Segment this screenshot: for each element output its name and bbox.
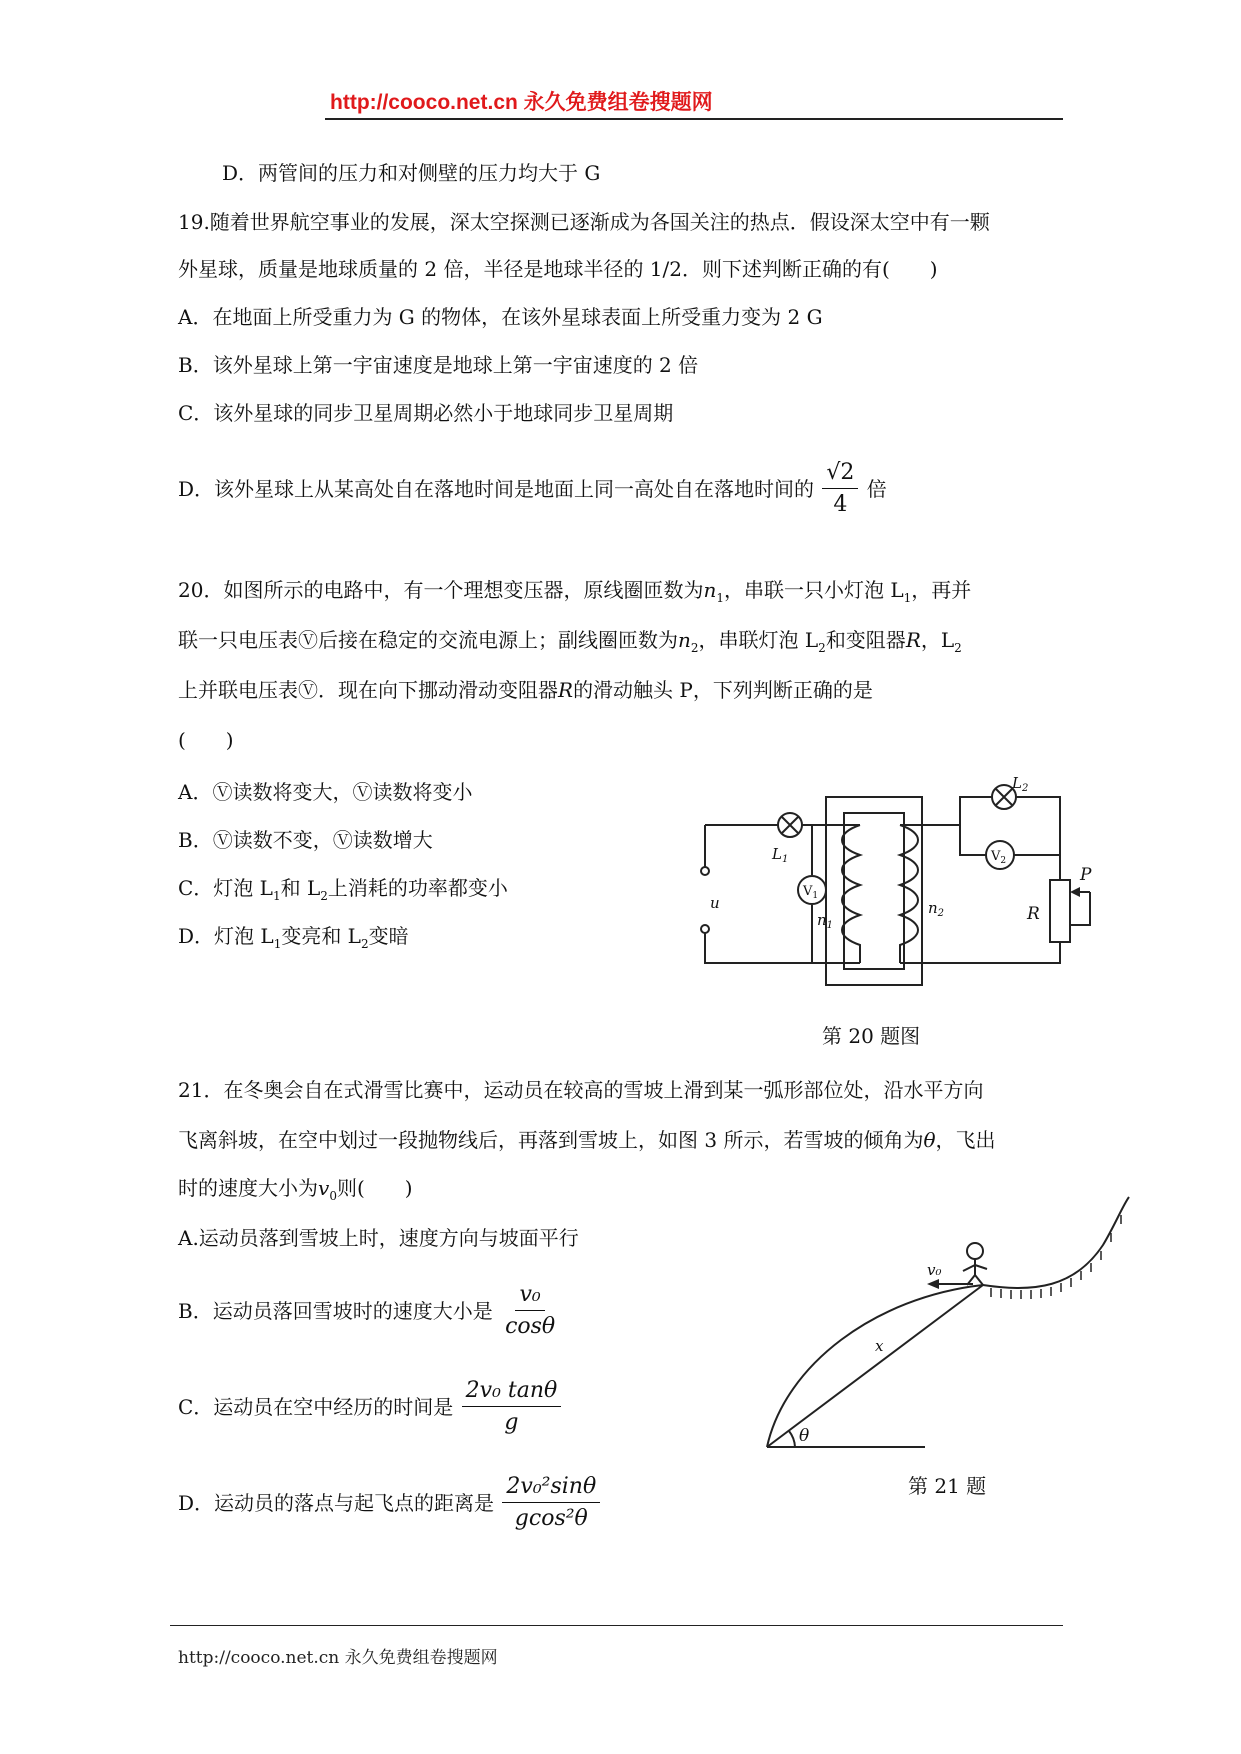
q18-option-d: D．两管间的压力和对侧壁的压力均大于 G bbox=[222, 161, 601, 185]
terminal-top bbox=[701, 867, 709, 875]
angle-arc bbox=[789, 1431, 795, 1447]
fraction-numerator: v₀ bbox=[515, 1282, 544, 1311]
subscript: 2 bbox=[818, 641, 826, 655]
label-x: x bbox=[875, 1337, 884, 1355]
slope-surface bbox=[983, 1197, 1129, 1288]
q20-bracket: ( ) bbox=[178, 728, 234, 752]
voltmeter-v1-icon: Ⓥ bbox=[212, 780, 233, 804]
q21-figure-caption: 第 21 题 bbox=[908, 1474, 987, 1498]
text: ．现在向下挪动滑动变阻器 bbox=[318, 678, 558, 702]
secondary-wire-bottom bbox=[900, 942, 1060, 963]
footer-link[interactable]: http://cooco.net.cn 永久免费组卷搜题网 bbox=[178, 1648, 498, 1668]
subscript: 2 bbox=[690, 641, 699, 655]
secondary-coil bbox=[900, 825, 918, 963]
text: 后接在稳定的交流电源上；副线圈匝数为 bbox=[318, 628, 678, 652]
rheostat-r bbox=[1050, 880, 1070, 942]
text: 读数将变大， bbox=[232, 780, 353, 804]
terminal-bottom bbox=[701, 925, 709, 933]
q21-option-b-fraction bbox=[501, 1282, 559, 1340]
subscript: 1 bbox=[272, 889, 281, 903]
q21-option-a: A.运动员落到雪坡上时，速度方向与坡面平行 bbox=[178, 1226, 579, 1250]
header-link[interactable]: http://cooco.net.cn 永久免费组卷搜题网 bbox=[330, 91, 713, 114]
voltmeter-v2-icon: Ⓥ bbox=[332, 828, 353, 852]
q21-option-d bbox=[178, 1474, 602, 1532]
text: 和变阻器 bbox=[825, 628, 906, 652]
text: D．运动员的落点与起飞点的距离是 bbox=[178, 1490, 495, 1515]
voltmeter-v2-icon: Ⓥ bbox=[298, 678, 318, 702]
symbol-r: R bbox=[905, 628, 921, 652]
fraction-numerator: √2 bbox=[822, 460, 858, 489]
q21-stem-line1: 21．在冬奥会自在式滑雪比赛中，运动员在较高的雪坡上滑到某一弧形部位处，沿水平方向 bbox=[178, 1078, 984, 1102]
q19-option-b: B．该外星球上第一宇宙速度是地球上第一宇宙速度的 2 倍 bbox=[178, 353, 699, 377]
text: ，串联灯泡 L bbox=[698, 628, 819, 652]
subscript: 1 bbox=[273, 937, 282, 951]
primary-wire-left-bottom bbox=[705, 933, 860, 963]
voltmeter-v2-icon: Ⓥ bbox=[352, 780, 373, 804]
fraction-denominator: 4 bbox=[833, 492, 848, 518]
fraction-denominator: g bbox=[504, 1410, 519, 1436]
subscript: 2 bbox=[360, 937, 369, 951]
label-v0: v₀ bbox=[927, 1261, 942, 1279]
text: 上并联电压表 bbox=[178, 678, 298, 702]
text: 联一只电压表 bbox=[178, 628, 298, 652]
q21-ski-slope-diagram bbox=[755, 1175, 1135, 1465]
text: B．运动员落回雪坡时的速度大小是 bbox=[178, 1298, 493, 1323]
q21-stem-line3 bbox=[178, 1178, 413, 1202]
q20-figure-caption: 第 20 题图 bbox=[822, 1024, 921, 1048]
label-l1: $L_1$ bbox=[772, 845, 789, 865]
text: C．运动员在空中经历的时间是 bbox=[178, 1394, 454, 1419]
q20-option-b bbox=[178, 830, 433, 850]
q19-option-d-suffix: 倍 bbox=[866, 476, 887, 501]
transformer-core-inner bbox=[844, 813, 904, 969]
symbol-r: R bbox=[558, 678, 574, 702]
label-r: R bbox=[1027, 904, 1040, 924]
skier-figure-icon bbox=[963, 1243, 987, 1285]
q21-stem-line2 bbox=[178, 1130, 996, 1150]
header-rule bbox=[325, 118, 1063, 120]
fraction-numerator: 2v₀²sinθ bbox=[502, 1474, 600, 1503]
secondary-wire-top bbox=[900, 797, 992, 825]
text: 读数将变小 bbox=[372, 780, 473, 804]
incline-line bbox=[767, 1285, 983, 1447]
subscript: 1 bbox=[903, 591, 912, 605]
text: ，飞出 bbox=[935, 1128, 996, 1152]
text: 的滑动触头 P，下列判断正确的是 bbox=[573, 678, 873, 702]
q19-option-d-prefix: D．该外星球上从某高处自在落地时间是地面上同一高处自在落地时间的 bbox=[178, 476, 815, 501]
symbol-n2: n bbox=[678, 628, 691, 652]
text: ，L bbox=[920, 628, 955, 652]
footer-rule bbox=[170, 1625, 1063, 1626]
text: ，再并 bbox=[911, 578, 972, 602]
q20-option-c bbox=[178, 878, 508, 902]
subscript: 2 bbox=[320, 889, 328, 903]
text: ，串联一只小灯泡 L bbox=[723, 578, 904, 602]
q21-option-c-fraction bbox=[462, 1378, 562, 1436]
label-l2: $L_2$ bbox=[1012, 775, 1029, 794]
label-n2: $n_2$ bbox=[928, 899, 945, 919]
voltmeter-v1-icon: Ⓥ bbox=[298, 628, 318, 652]
q19-option-d bbox=[178, 460, 887, 518]
q20-circuit-diagram bbox=[690, 775, 1110, 1000]
text: 时的速度大小为 bbox=[178, 1176, 318, 1200]
label-v1: $V_1$ bbox=[803, 884, 819, 901]
voltmeter-v1-icon: Ⓥ bbox=[212, 828, 233, 852]
q21-option-d-fraction bbox=[502, 1474, 600, 1532]
v2-branch bbox=[960, 825, 1060, 855]
q20-stem-line2 bbox=[178, 630, 962, 654]
q20-option-a bbox=[178, 782, 472, 802]
text: 和 L bbox=[280, 876, 321, 900]
q19-option-c: C．该外星球的同步卫星周期必然小于地球同步卫星周期 bbox=[178, 401, 674, 425]
label-theta: θ bbox=[799, 1426, 810, 1446]
subscript: 0 bbox=[329, 1189, 337, 1203]
text: 读数增大 bbox=[352, 828, 433, 852]
subscript: 1 bbox=[716, 591, 724, 605]
fraction-denominator: cosθ bbox=[505, 1314, 556, 1340]
subscript: 2 bbox=[954, 641, 962, 655]
fraction-numerator: 2v₀ tanθ bbox=[462, 1378, 562, 1407]
text: 飞离斜坡，在空中划过一段抛物线后，再落到雪坡上，如图 3 所示，若雪坡的倾角为 bbox=[178, 1128, 924, 1152]
text: D．灯泡 L bbox=[178, 924, 274, 948]
q21-option-c bbox=[178, 1378, 563, 1436]
text: 则( ) bbox=[336, 1176, 413, 1200]
text: C．灯泡 L bbox=[178, 876, 273, 900]
q19-option-a: A．在地面上所受重力为 G 的物体，在该外星球表面上所受重力变为 2 G bbox=[178, 305, 823, 329]
q20-option-d bbox=[178, 926, 409, 950]
q20-stem-line3 bbox=[178, 680, 873, 700]
symbol-theta: θ bbox=[923, 1128, 936, 1152]
text: 20．如图所示的电路中，有一个理想变压器，原线圈匝数为 bbox=[178, 578, 704, 602]
label-p: P bbox=[1080, 865, 1092, 885]
text: A． bbox=[178, 780, 213, 804]
label-n1: $n_1$ bbox=[817, 911, 834, 931]
q19-option-d-fraction bbox=[822, 460, 858, 518]
fraction-denominator: gcos²θ bbox=[514, 1506, 588, 1532]
q21-option-b bbox=[178, 1282, 561, 1340]
text: 上消耗的功率都变小 bbox=[327, 876, 508, 900]
q20-stem-line1 bbox=[178, 580, 971, 604]
q19-stem-line2: 外星球，质量是地球质量的 2 倍，半径是地球半径的 1/2．则下述判断正确的有( ) bbox=[178, 257, 938, 281]
label-v2: $V_2$ bbox=[991, 849, 1007, 866]
secondary-wire-l2-right bbox=[1016, 797, 1060, 880]
q19-stem-line1: 19.随着世界航空事业的发展，深太空探测已逐渐成为各国关注的热点．假设深太空中有一颗 bbox=[178, 210, 990, 234]
symbol-n1: n bbox=[703, 578, 717, 602]
symbol-v0: v bbox=[318, 1176, 330, 1200]
text: 变暗 bbox=[368, 924, 409, 948]
text: 读数不变， bbox=[232, 828, 333, 852]
text: B． bbox=[178, 828, 213, 852]
text: 变亮和 L bbox=[281, 924, 361, 948]
label-u: u bbox=[710, 894, 720, 912]
